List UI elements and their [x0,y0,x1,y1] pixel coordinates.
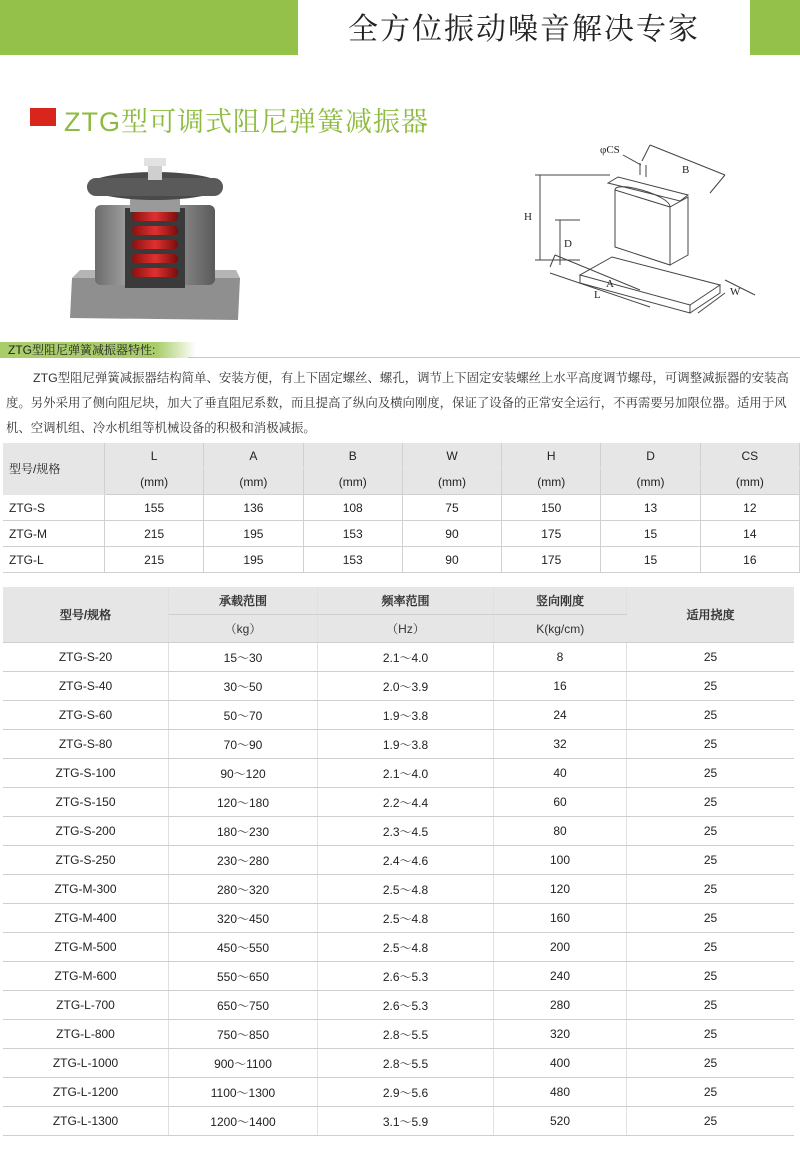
load-cell-freq: 2.5～4.8 [318,933,494,962]
dim-header-col: W [402,443,501,469]
dim-cell: 14 [700,521,799,547]
load-cell-deflect: 25 [627,759,795,788]
load-cell-model: ZTG-M-300 [3,875,169,904]
load-header-stiff: 竖向刚度 [494,587,627,615]
table-row [3,759,794,788]
dim-cell-model: ZTG-L [3,547,105,573]
load-cell-freq: 2.3～4.5 [318,817,494,846]
load-cell-model: ZTG-S-150 [3,788,169,817]
dim-cell: 15 [601,521,700,547]
dim-cell: 215 [105,521,204,547]
dim-cell-model: ZTG-S [3,495,105,521]
load-cell-freq: 2.9～5.6 [318,1078,494,1107]
dim-header-unit: (mm) [502,469,601,495]
dim-header-col: D [601,443,700,469]
load-cell-stiff: 120 [494,875,627,904]
table-row [3,817,794,846]
load-cell-deflect: 25 [627,875,795,904]
load-cell-stiff: 32 [494,730,627,759]
load-cell-load: 50～70 [169,701,318,730]
load-cell-deflect: 25 [627,962,795,991]
load-cell-load: 120～180 [169,788,318,817]
section-title: ZTG型可调式阻尼弹簧减振器 [64,107,429,137]
table-row [3,701,794,730]
dimension-diagram [520,135,770,315]
dim-header-model: 型号/规格 [3,443,105,495]
dim-cell: 90 [402,547,501,573]
dim-header-unit: (mm) [601,469,700,495]
dim-header-col: H [502,443,601,469]
header-title: 全方位振动噪音解决专家 [348,13,700,46]
load-cell-load: 320～450 [169,904,318,933]
table-row [3,962,794,991]
load-cell-load: 90～120 [169,759,318,788]
load-cell-stiff: 200 [494,933,627,962]
dim-cell: 12 [700,495,799,521]
load-cell-deflect: 25 [627,672,795,701]
table-row [3,547,800,573]
load-cell-freq: 1.9～3.8 [318,701,494,730]
dimension-table [3,443,800,573]
dim-header-unit: (mm) [303,469,402,495]
load-cell-load: 180～230 [169,817,318,846]
load-cell-deflect: 25 [627,701,795,730]
dim-header-unit: (mm) [402,469,501,495]
dim-cell: 195 [204,521,303,547]
load-cell-stiff: 400 [494,1049,627,1078]
load-cell-freq: 2.4～4.6 [318,846,494,875]
features-divider [188,357,800,358]
dim-cell: 175 [502,547,601,573]
dim-header-col: A [204,443,303,469]
header-band-left [0,0,298,55]
load-cell-stiff: 520 [494,1107,627,1136]
load-cell-stiff: 16 [494,672,627,701]
load-cell-model: ZTG-L-700 [3,991,169,1020]
load-header-deflect: 适用挠度 [627,587,795,643]
product-photo [60,150,260,330]
load-cell-deflect: 25 [627,1107,795,1136]
dim-header-unit: (mm) [700,469,799,495]
load-cell-stiff: 80 [494,817,627,846]
load-cell-freq: 2.8～5.5 [318,1049,494,1078]
dim-cell: 175 [502,521,601,547]
load-cell-stiff: 280 [494,991,627,1020]
load-cell-model: ZTG-L-1300 [3,1107,169,1136]
load-cell-load: 550～650 [169,962,318,991]
load-header-freq: 频率范围 [318,587,494,615]
load-header-stiff-unit: K(kg/cm) [494,615,627,643]
load-cell-load: 450～550 [169,933,318,962]
load-cell-deflect: 25 [627,1020,795,1049]
diagram-label-a: A [606,278,614,290]
table-row [3,521,800,547]
dim-header-col: CS [700,443,799,469]
load-cell-freq: 3.1～5.9 [318,1107,494,1136]
dim-cell-model: ZTG-M [3,521,105,547]
dim-cell: 215 [105,547,204,573]
load-cell-freq: 2.8～5.5 [318,1020,494,1049]
load-cell-load: 30～50 [169,672,318,701]
dim-cell: 155 [105,495,204,521]
dim-cell: 153 [303,521,402,547]
load-cell-load: 1200～1400 [169,1107,318,1136]
load-cell-deflect: 25 [627,643,795,672]
load-cell-freq: 2.6～5.3 [318,991,494,1020]
load-cell-stiff: 24 [494,701,627,730]
diagram-label-d: D [564,238,572,250]
load-header-load-unit: （kg） [169,615,318,643]
dim-header-unit: (mm) [204,469,303,495]
load-cell-model: ZTG-S-60 [3,701,169,730]
load-cell-load: 15～30 [169,643,318,672]
dim-header-col: L [105,443,204,469]
load-cell-model: ZTG-S-100 [3,759,169,788]
dim-cell: 153 [303,547,402,573]
table-row [3,788,794,817]
load-cell-load: 280～320 [169,875,318,904]
load-cell-deflect: 25 [627,788,795,817]
table-row [3,1049,794,1078]
load-cell-deflect: 25 [627,933,795,962]
load-cell-load: 70～90 [169,730,318,759]
table-row [3,875,794,904]
load-cell-deflect: 25 [627,904,795,933]
table-row [3,1107,794,1136]
load-cell-stiff: 320 [494,1020,627,1049]
load-table [3,587,794,1136]
load-cell-deflect: 25 [627,1078,795,1107]
load-header-load: 承载范围 [169,587,318,615]
load-cell-stiff: 8 [494,643,627,672]
diagram-label-h: H [524,211,532,223]
dim-cell: 136 [204,495,303,521]
load-cell-load: 1100～1300 [169,1078,318,1107]
table-row [3,904,794,933]
load-header-freq-unit: （Hz） [318,615,494,643]
load-cell-deflect: 25 [627,817,795,846]
load-cell-freq: 1.9～3.8 [318,730,494,759]
diagram-label-w: W [730,286,741,298]
dim-cell: 150 [502,495,601,521]
load-cell-deflect: 25 [627,1049,795,1078]
dim-header-col: B [303,443,402,469]
table-row [3,643,794,672]
dim-header-unit: (mm) [105,469,204,495]
dim-cell: 75 [402,495,501,521]
diagram-label-b: B [682,164,690,176]
table-row [3,846,794,875]
load-cell-model: ZTG-M-500 [3,933,169,962]
load-cell-stiff: 60 [494,788,627,817]
load-cell-stiff: 240 [494,962,627,991]
dim-cell: 108 [303,495,402,521]
load-cell-model: ZTG-M-600 [3,962,169,991]
load-cell-deflect: 25 [627,730,795,759]
features-label: ZTG型阻尼弹簧减振器特性: [0,342,196,358]
load-cell-deflect: 25 [627,991,795,1020]
table-row [3,991,794,1020]
load-cell-freq: 2.2～4.4 [318,788,494,817]
load-cell-freq: 2.0～3.9 [318,672,494,701]
load-cell-load: 750～850 [169,1020,318,1049]
load-cell-model: ZTG-M-400 [3,904,169,933]
load-cell-model: ZTG-S-250 [3,846,169,875]
load-cell-model: ZTG-S-20 [3,643,169,672]
load-cell-stiff: 160 [494,904,627,933]
table-row [3,933,794,962]
table-row [3,1020,794,1049]
load-cell-model: ZTG-L-1000 [3,1049,169,1078]
header-band-right [750,0,800,55]
table-row [3,730,794,759]
load-cell-model: ZTG-S-40 [3,672,169,701]
table-row [3,495,800,521]
table-row [3,1078,794,1107]
load-cell-stiff: 40 [494,759,627,788]
dim-cell: 13 [601,495,700,521]
load-cell-freq: 2.5～4.8 [318,875,494,904]
load-cell-load: 230～280 [169,846,318,875]
load-cell-model: ZTG-L-800 [3,1020,169,1049]
diagram-label-cs: φCS [600,144,620,156]
load-cell-model: ZTG-L-1200 [3,1078,169,1107]
features-text: ZTG型阻尼弹簧减振器结构简单、安装方便，有上下固定螺丝、螺孔，调节上下固定安装螺丝上水平高度调节螺母，可调整减振器的安装高度。另外采用了侧向阻尼块，加大了垂直阻尼系数，而且提高了纵向及横向刚度，保证了设备的正常安全运行，不再需要另加限位器。适用于风机、空调机组、冷水机组等机械设备的积极和消极减振。 [6,371,789,435]
load-cell-freq: 2.1～4.0 [318,643,494,672]
load-cell-freq: 2.5～4.8 [318,904,494,933]
dim-cell: 195 [204,547,303,573]
diagram-label-l: L [594,289,601,301]
load-cell-load: 900～1100 [169,1049,318,1078]
load-cell-model: ZTG-S-80 [3,730,169,759]
load-header-model: 型号/规格 [3,587,169,643]
table-row [3,672,794,701]
dim-cell: 16 [700,547,799,573]
load-cell-deflect: 25 [627,846,795,875]
load-cell-stiff: 480 [494,1078,627,1107]
load-cell-stiff: 100 [494,846,627,875]
load-cell-model: ZTG-S-200 [3,817,169,846]
load-cell-load: 650～750 [169,991,318,1020]
section-marker-icon [30,108,56,126]
dim-cell: 90 [402,521,501,547]
dim-cell: 15 [601,547,700,573]
load-cell-freq: 2.1～4.0 [318,759,494,788]
load-cell-freq: 2.6～5.3 [318,962,494,991]
